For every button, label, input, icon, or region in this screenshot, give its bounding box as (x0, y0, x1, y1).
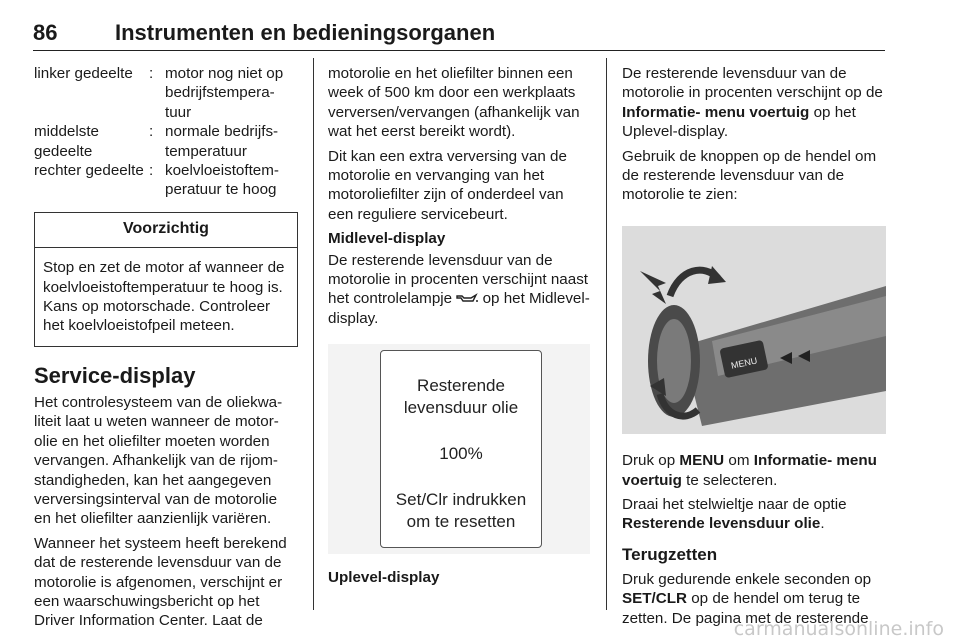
column-divider (606, 58, 607, 610)
caution-title: Voorzichtig (35, 213, 297, 248)
definition-colon: : (149, 65, 154, 82)
chapter-title: Instrumenten en bedieningsorganen (115, 20, 496, 45)
header-rule (33, 50, 885, 51)
display-screen (380, 350, 542, 548)
page-number: 86 (33, 20, 58, 45)
menu-name: Informatie- menu voertuig (622, 103, 810, 121)
definition-row (34, 161, 298, 200)
definition-term: rechter gedeelte (34, 162, 144, 180)
definition-row (34, 122, 298, 161)
paragraph (622, 64, 886, 142)
uplevel-title: Uplevel-display (328, 569, 440, 587)
paragraph: Gebruik de knoppen op de hendel om de resterende levensduur van de motorolie te zien: (622, 147, 877, 204)
midlevel-display-figure (328, 344, 590, 554)
definition-colon: : (149, 123, 154, 141)
midlevel-title: Midlevel-display (328, 230, 446, 248)
definition-colon: : (149, 162, 154, 180)
text-run: op het Midlevel-display. (328, 290, 590, 327)
text-run: Druk op (622, 452, 676, 470)
text-run: De resterende levensduur van de motorolie in procenten verschijnt naast het controlelampje (328, 251, 589, 308)
paragraph (622, 451, 886, 490)
subsection-title: Terugzetten (622, 544, 718, 564)
paragraph: Wanneer het systeem heeft berekend dat de resterende levensduur van de motorolie is afgenomen, verschijnt er een waarschuwingsbericht op het Driver Information Center. Laat de (34, 534, 287, 630)
menu-button-ref: MENU (679, 452, 725, 470)
text-run: op het Uplevel-display. (622, 103, 856, 141)
caution-box (34, 212, 298, 347)
menu-name: Informatie- menu voertuig (622, 452, 877, 489)
set-clr-button-ref: SET/CLR (622, 590, 687, 608)
gauge-definition-list (34, 64, 298, 200)
definition-term: linker gedeelte (34, 65, 133, 82)
paragraph (328, 251, 590, 329)
text-run: om (728, 452, 750, 470)
subheading (328, 229, 590, 248)
column-3 (622, 64, 886, 633)
subheading (328, 568, 590, 587)
paragraph (622, 495, 886, 534)
definition-desc: motor nog niet op bedrijfstempera- tuur (165, 65, 284, 121)
text-run: Draai het stelwieltje naar de optie (622, 496, 847, 514)
definition-term: middelste gedeelte (34, 123, 99, 160)
option-name: Resterende levensduur olie (622, 515, 821, 533)
column-1 (34, 64, 298, 636)
column-2 (328, 64, 590, 593)
display-line: levensduur olie (403, 398, 519, 418)
section-title: Service-display (34, 362, 196, 388)
definition-desc: koelvloeistoftem- peratuur te hoog (165, 162, 279, 199)
text-run: op de hendel om terug te zetten. De pagina met de resterende (622, 590, 869, 627)
text-run: te selecteren. (686, 471, 778, 489)
paragraph: motorolie en het oliefilter binnen een week of 500 km door een werkplaats verversen/vervangen (afhankelijk van wat het eerst bereikt wordt). (328, 65, 580, 141)
menu-button-label: MENU (730, 355, 759, 371)
text-run: Druk gedurende enkele seconden op (622, 570, 872, 588)
display-line: om te resetten (406, 512, 516, 532)
text-run: . (820, 515, 825, 533)
text-run: De resterende levensduur van de motorolie in procenten verschijnt op de (622, 65, 883, 102)
caution-text: Stop en zet de motor af wanneer de koelvloeistoftemperatuur te hoog is. Kans op motorschade. Controleer het koelvloeistofpeil meteen. (43, 259, 285, 335)
watermark: carmanualsonline.info (733, 618, 944, 640)
definition-row (34, 64, 298, 122)
definition-desc: normale bedrijfs- temperatuur (165, 123, 279, 160)
paragraph: Het controlesysteem van de oliekwa- liteit laat u weten wanneer de motor- olie en het oliefilter moeten worden vervangen. Afhankelijk van de rijom- standigheden, kan het aangegeven verversingsinterval van de motorolie en het oliefilter aanzienlijk variëren. (34, 393, 283, 528)
display-line: Resterende (417, 376, 505, 396)
stalk-lever-illustration (622, 226, 886, 434)
display-line: Set/Clr indrukken (395, 490, 527, 510)
paragraph: Dit kan een extra verversing van de motorolie en vervanging van het motoroliefilter zijn of onderdeel van een reguliere servicebeurt. (328, 147, 567, 223)
column-divider (313, 58, 314, 610)
page-header (33, 20, 885, 50)
oil-life-percent: 100% (439, 444, 483, 464)
oil-can-icon (456, 292, 478, 304)
